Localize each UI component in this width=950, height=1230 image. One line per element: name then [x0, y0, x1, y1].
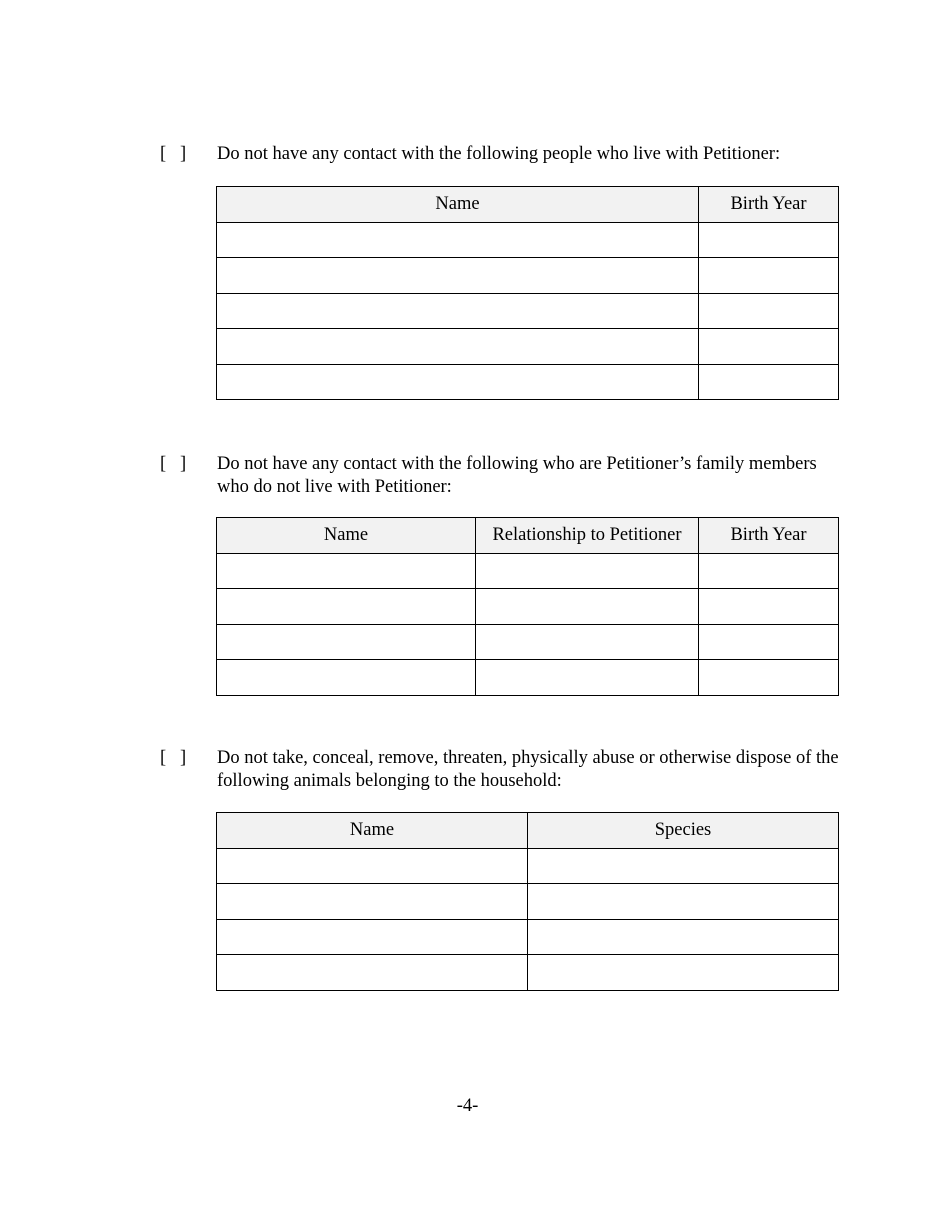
column-header-relationship: Relationship to Petitioner [476, 518, 699, 554]
table-row [217, 884, 839, 920]
species-cell[interactable] [528, 955, 839, 991]
name-cell[interactable] [217, 919, 528, 955]
column-header-birth-year: Birth Year [699, 518, 839, 554]
family-members-table [216, 517, 839, 696]
name-cell[interactable] [217, 364, 699, 400]
name-cell[interactable] [217, 660, 476, 696]
name-cell[interactable] [217, 955, 528, 991]
column-header-name: Name [217, 518, 476, 554]
checkbox-animals[interactable]: [ ] [160, 748, 187, 768]
household-members-table [216, 186, 839, 400]
name-cell[interactable] [217, 589, 476, 625]
birth-year-cell[interactable] [699, 553, 839, 589]
species-cell[interactable] [528, 848, 839, 884]
birth-year-cell[interactable] [699, 660, 839, 696]
table-row [217, 589, 839, 625]
birth-year-cell[interactable] [699, 624, 839, 660]
table-row [217, 293, 839, 329]
birth-year-cell[interactable] [699, 589, 839, 625]
column-header-name: Name [217, 187, 699, 223]
table-row [217, 955, 839, 991]
name-cell[interactable] [217, 258, 699, 294]
name-cell[interactable] [217, 848, 528, 884]
relationship-to-petitioner-cell[interactable] [476, 660, 699, 696]
table-row [217, 364, 839, 400]
table-row [217, 660, 839, 696]
species-cell[interactable] [528, 919, 839, 955]
birth-year-cell[interactable] [699, 222, 839, 258]
name-cell[interactable] [217, 553, 476, 589]
birth-year-cell[interactable] [699, 364, 839, 400]
table-row [217, 329, 839, 365]
table-row [217, 624, 839, 660]
contact-household-text: Do not have any contact with the following people who live with Petitioner: [217, 144, 781, 164]
animals-table [216, 812, 839, 991]
page-number: -4- [456, 1096, 479, 1116]
column-header-species: Species [528, 813, 839, 849]
table-row [217, 222, 839, 258]
relationship-to-petitioner-cell[interactable] [476, 553, 699, 589]
birth-year-cell[interactable] [699, 258, 839, 294]
table-header-row [217, 518, 839, 554]
table-header-row [217, 813, 839, 849]
relationship-to-petitioner-cell[interactable] [476, 624, 699, 660]
checkbox-contact-family[interactable]: [ ] [160, 454, 187, 474]
column-header-name: Name [217, 813, 528, 849]
table-row [217, 553, 839, 589]
birth-year-cell[interactable] [699, 293, 839, 329]
name-cell[interactable] [217, 329, 699, 365]
relationship-to-petitioner-cell[interactable] [476, 589, 699, 625]
name-cell[interactable] [217, 222, 699, 258]
name-cell[interactable] [217, 884, 528, 920]
table-row [217, 848, 839, 884]
column-header-birth-year: Birth Year [699, 187, 839, 223]
animals-text: Do not take, conceal, remove, threaten, physically abuse or otherwise dispose of the following animals belonging to the household: [217, 748, 839, 791]
contact-family-text: Do not have any contact with the following who are Petitioner’s family members who do not live with Petitioner: [217, 454, 817, 497]
name-cell[interactable] [217, 624, 476, 660]
checkbox-contact-household[interactable]: [ ] [160, 144, 187, 164]
species-cell[interactable] [528, 884, 839, 920]
table-row [217, 919, 839, 955]
table-row [217, 258, 839, 294]
name-cell[interactable] [217, 293, 699, 329]
birth-year-cell[interactable] [699, 329, 839, 365]
table-header-row [217, 187, 839, 223]
